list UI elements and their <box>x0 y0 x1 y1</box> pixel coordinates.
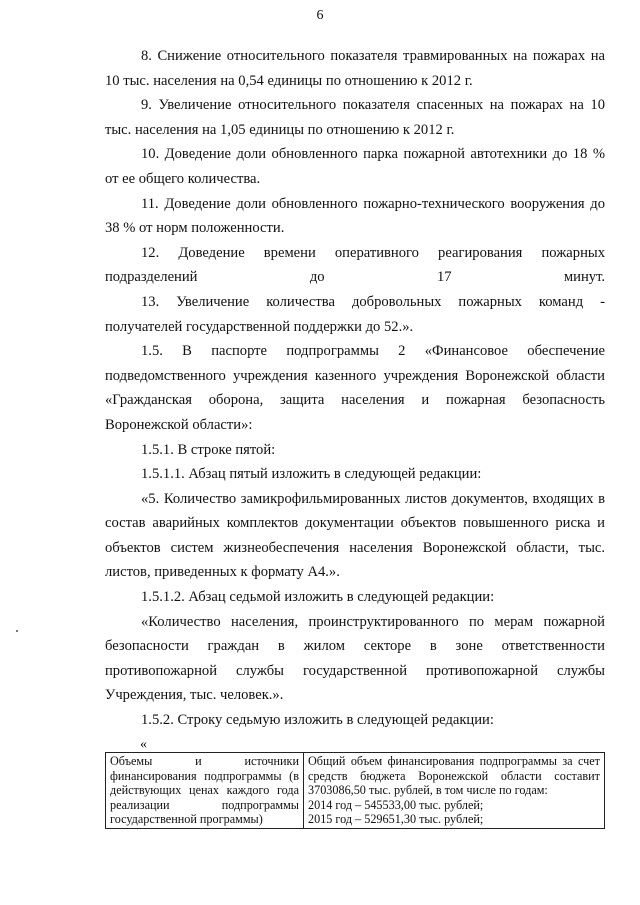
table-cell-label: Объемы и источники финансирования подпрограммы (в действующих ценах каждого года реализации подпрограммы государственной программы) <box>106 753 304 829</box>
paragraph: 12. Доведение времени оперативного реагирования пожарных подразделений до 17 минут. <box>105 244 605 286</box>
paragraph: 1.5.1.1. Абзац пятый изложить в следующей редакции: <box>141 466 482 483</box>
financing-2014-text: 2014 год – 545533,00 тыс. рублей; <box>308 797 484 812</box>
table-cell-value <box>304 753 605 829</box>
paragraph: 1.5.2. Строку седьмую изложить в следующей редакции: <box>141 712 494 729</box>
paragraph: 11. Доведение доли обновленного пожарно-технического вооружения до 38 % от норм положенности. <box>105 195 605 237</box>
financing-2015-text: 2015 год – 529651,30 тыс. рублей; <box>308 812 484 827</box>
page-number: 6 <box>316 8 324 23</box>
paragraph: 9. Увеличение относительного показателя спасенных на пожарах на 10 тыс. населения на 1,05 единицы по отношению к 2012 г. <box>105 97 605 138</box>
paragraph: 13. Увеличение количества добровольных пожарных команд - получателей государственной поддержки до 52.». <box>105 293 605 335</box>
paragraph: 10. Доведение доли обновленного парка пожарной автотехники до 18 % от ее общего количества. <box>105 146 605 187</box>
financing-table <box>105 752 605 829</box>
document-body <box>105 44 605 733</box>
table-row <box>106 753 605 829</box>
paragraph: 8. Снижение относительного показателя травмированных на пожарах на 10 тыс. населения на 0,54 единицы по отношению к 2012 г. <box>105 48 605 89</box>
financing-total-text: Общий объем финансирования подпрограммы за счет средств бюджета Воронежской области составит 3703086,50 тыс. рублей, в том числе по годам: <box>308 754 600 798</box>
margin-speck <box>16 630 18 632</box>
table-opening-quote: « <box>140 737 147 752</box>
paragraph: «5. Количество замикрофильмированных листов документов, входящих в состав аварийных комплектов документации объектов повышенного риска и объектов систем жизнеобеспечения населения Воронежской области, тыс. листов, приведенных к формату А4.». <box>105 490 605 581</box>
paragraph: «Количество населения, проинструктированного по мерам пожарной безопасности граждан в жилом секторе в зоне ответственности противопожарной службы государственной противопожарной службы Учреждения, тыс. человек.». <box>105 613 605 704</box>
paragraph: 1.5. В паспорте подпрограммы 2 «Финансовое обеспечение подведомственного учреждения казенного учреждения Воронежской области «Гражданская оборона, защита населения и пожарная безопасность Воронежской области»: <box>105 343 605 433</box>
paragraph: 1.5.1.2. Абзац седьмой изложить в следующей редакции: <box>141 589 495 606</box>
paragraph: 1.5.1. В строке пятой: <box>141 441 276 458</box>
